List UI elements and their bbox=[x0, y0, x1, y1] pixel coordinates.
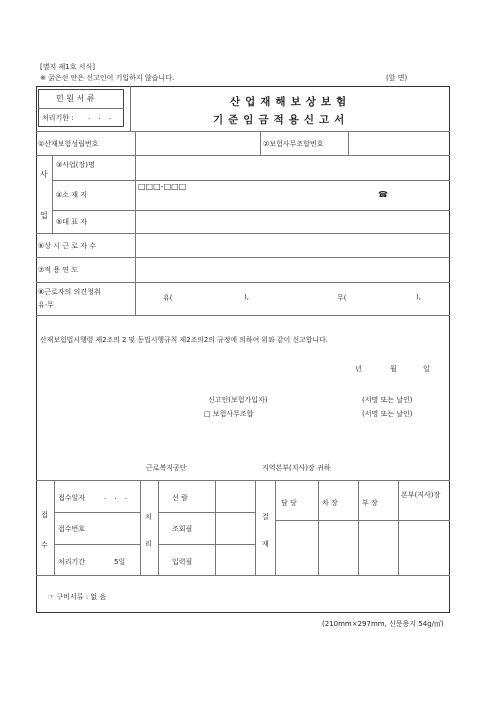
recipient-label: 지역본부(지사)장 귀하 bbox=[262, 464, 331, 472]
employees-label: ⑥상 시 근 로 자 수 bbox=[38, 242, 96, 250]
opinion-yes-close: ), bbox=[244, 293, 249, 301]
receipt-date-label: 접수일자 bbox=[58, 494, 86, 502]
union-no-field[interactable] bbox=[352, 135, 446, 151]
process-period-label: 처리기간 bbox=[58, 558, 86, 566]
business-name-label: ③사업(장)명 bbox=[56, 161, 95, 169]
opinion-label-line2: 유·무 bbox=[38, 301, 54, 309]
year-field[interactable] bbox=[140, 261, 446, 278]
insurance-reg-no-label: ①산재보험성립번호 bbox=[38, 140, 99, 148]
employees-field[interactable] bbox=[140, 237, 446, 254]
opinion-label-line1: ⑧근로자의 의견청취 bbox=[38, 288, 101, 296]
form-title-line2: 기준임금적용신고서 bbox=[213, 114, 350, 126]
deadline-label: 처리기한 : bbox=[42, 114, 74, 122]
check-stamp-label: 조회필 bbox=[172, 525, 193, 533]
business-name-field[interactable] bbox=[140, 159, 446, 177]
document-type-label: 민 원 서 류 bbox=[56, 94, 95, 103]
date-month-label: 월 bbox=[390, 365, 397, 373]
declarant-signature[interactable]: (서명 또는 날인) bbox=[362, 396, 413, 404]
approval-label-2: 재 bbox=[262, 540, 269, 548]
declarant-label: 신고인(보험가입자) bbox=[208, 396, 268, 404]
input-stamp-label: 입력필 bbox=[172, 558, 193, 566]
approval-label-1: 결 bbox=[262, 513, 269, 521]
paper-size-note: (210mm×297mm, 신문용지 54g/㎡) bbox=[322, 620, 444, 628]
year-label: ⑦적 용 연 도 bbox=[38, 266, 78, 274]
opinion-no-label: 무( bbox=[337, 294, 347, 302]
receipt-label-1: 접 bbox=[41, 511, 48, 519]
union-checkbox-label[interactable]: □ 보험사무조합 bbox=[204, 410, 254, 418]
approver-branch-head-label: 본부(지사)장 bbox=[401, 491, 441, 499]
declaration-statement: 산재보험법시행령 제2조의 2 및 동법시행규칙 제2조의2의 규정에 의하여 위와 같이 신고합니다. bbox=[40, 336, 328, 344]
opinion-yes-field[interactable] bbox=[180, 289, 240, 305]
approver-manager-label: 부 장 bbox=[362, 499, 378, 507]
opinion-yes-label: 유( bbox=[163, 294, 173, 302]
postal-code-boxes[interactable]: □□□-□□□ bbox=[138, 182, 187, 191]
receipt-number-label: 접수번호 bbox=[58, 525, 86, 533]
opinion-no-close: ), bbox=[416, 293, 421, 301]
process-label-2: 리 bbox=[145, 540, 152, 548]
deadline-value: . . . bbox=[88, 113, 115, 121]
business-side-label-eop: 업 bbox=[40, 211, 48, 220]
form-number: [별지 제1호 서식] bbox=[40, 63, 95, 71]
representative-label: ⑤대 표 자 bbox=[56, 218, 88, 226]
union-signature[interactable]: (서명 또는 날인) bbox=[362, 410, 413, 418]
union-no-label: ②보험사무조합번호 bbox=[263, 140, 324, 148]
attachments-note: ☞ 구비서류 : 없 음 bbox=[48, 593, 107, 601]
approver-staff-label: 담 당 bbox=[281, 499, 297, 507]
insurance-reg-no-field[interactable] bbox=[140, 135, 256, 151]
view-stamp-label: 선 람 bbox=[172, 494, 188, 502]
opinion-no-field[interactable] bbox=[352, 289, 412, 305]
receipt-label-2: 수 bbox=[41, 541, 48, 549]
form-note: ※ 굵은선 안은 신고인이 기입하지 않습니다. bbox=[40, 74, 175, 82]
agency-name: 근로복지공단 bbox=[146, 464, 187, 472]
form-title-line1: 산업재해보상보험 bbox=[230, 96, 352, 108]
process-period-value: 5일 bbox=[114, 558, 126, 566]
page-side-label: (앞 면) bbox=[386, 74, 408, 82]
representative-field[interactable] bbox=[140, 213, 446, 230]
address-label: ④소 재 지 bbox=[56, 191, 88, 199]
receipt-date-value: . . . bbox=[104, 493, 131, 501]
approver-deputy-label: 차 장 bbox=[322, 499, 338, 507]
phone-icon: ☎ bbox=[378, 190, 388, 199]
business-side-label-sa: 사 bbox=[40, 170, 48, 179]
date-day-label: 일 bbox=[423, 365, 430, 373]
date-year-label: 년 bbox=[355, 365, 362, 373]
process-label-1: 처 bbox=[145, 513, 152, 521]
